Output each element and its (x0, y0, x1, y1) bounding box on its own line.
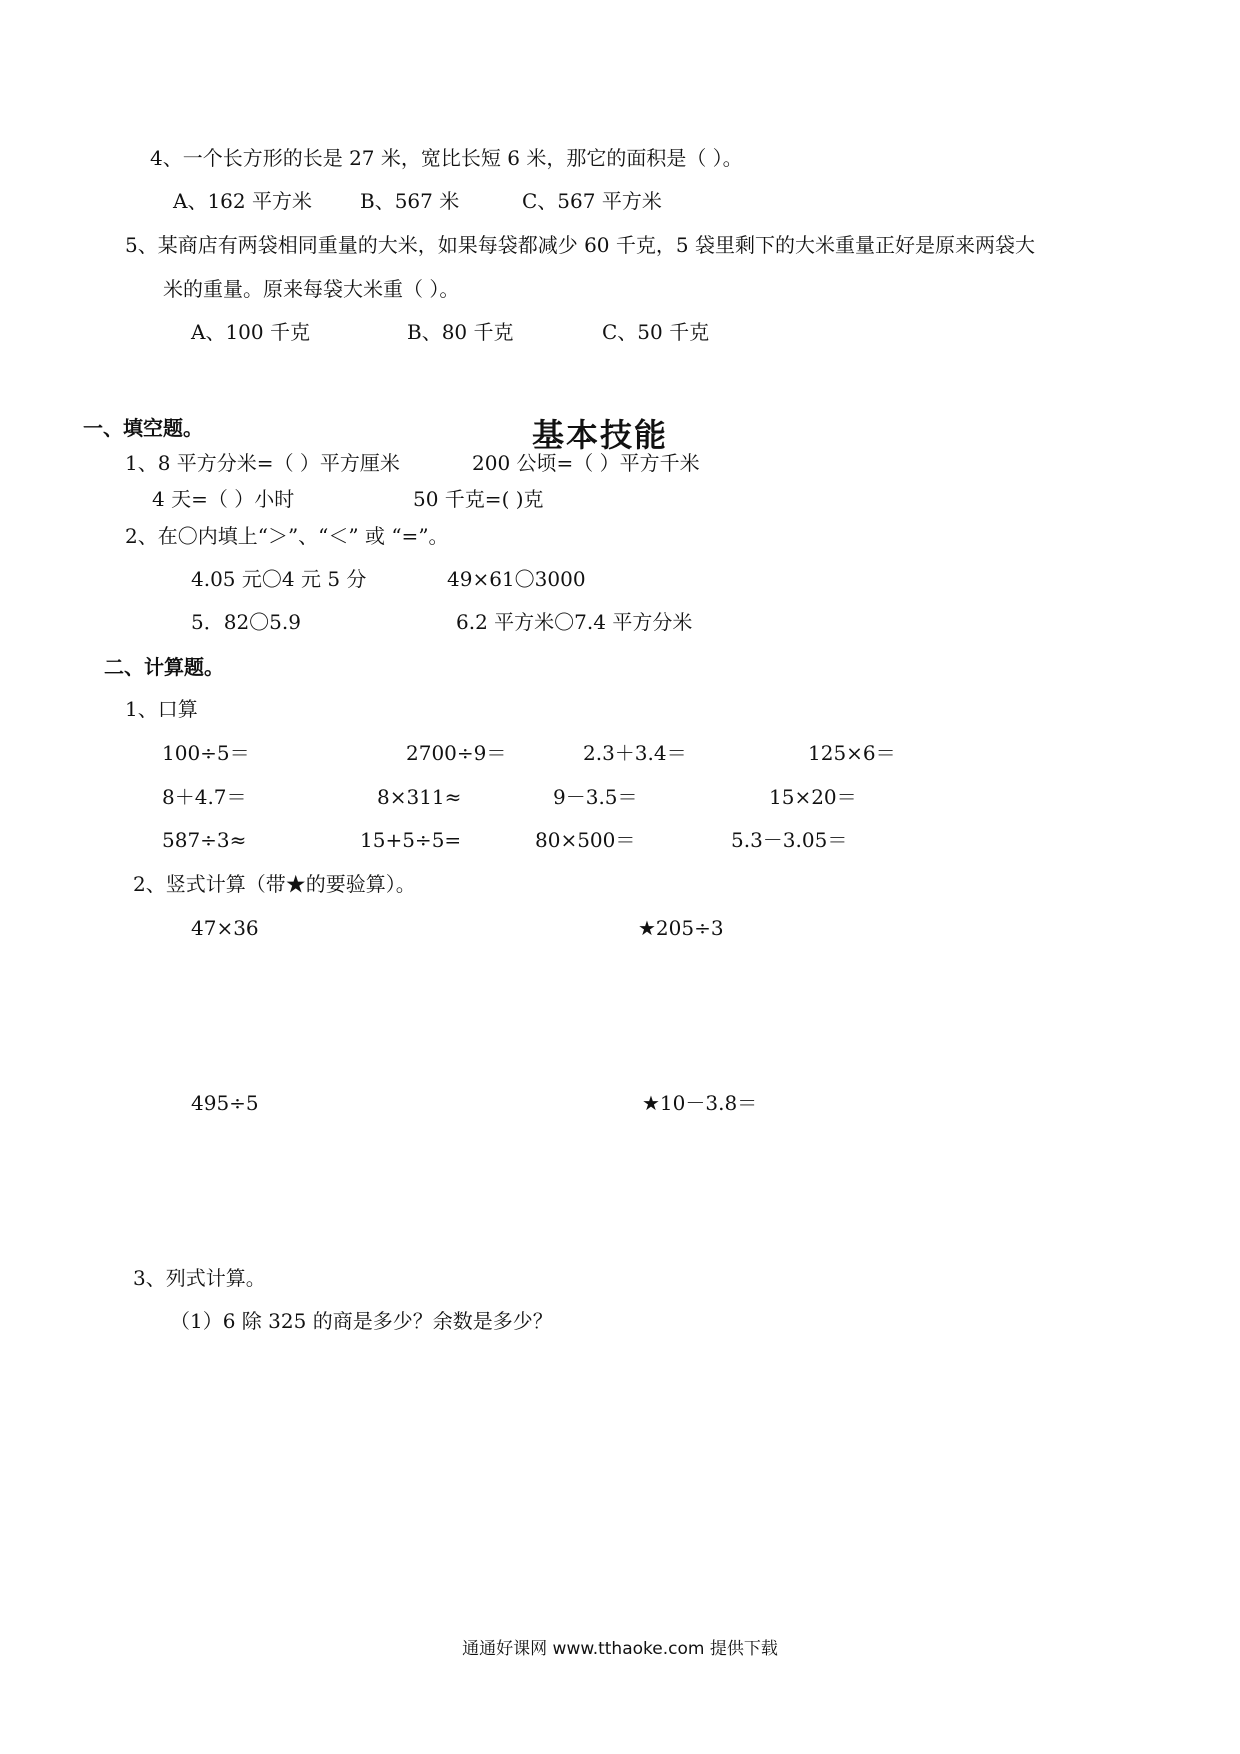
mental-math-item: 9－3.5＝ (553, 785, 638, 809)
mental-math-item: 15×20＝ (769, 785, 857, 809)
q4-option-a: A、162 平方米 (173, 189, 312, 213)
mental-math-item: 2.3＋3.4＝ (583, 741, 687, 765)
column-calc-item: ★205÷3 (638, 916, 724, 940)
fill-q1-item: 1、8 平方分米=（ ）平方厘米 (125, 451, 400, 475)
compare-item: 5．82〇5.9 (191, 610, 301, 634)
q4-stem: 4、一个长方形的长是 27 米，宽比长短 6 米，那它的面积是（ ）。 (150, 146, 743, 170)
column-calc-item: 495÷5 (191, 1091, 259, 1115)
page-footer: 通通好课网 www.tthaoke.com 提供下载 (462, 1639, 778, 1659)
mental-math-item: 587÷3≈ (162, 828, 247, 852)
mental-math-item: 2700÷9＝ (406, 741, 507, 765)
q4-option-c: C、567 平方米 (522, 189, 662, 213)
column-calc-item: ★10－3.8＝ (642, 1091, 758, 1115)
mental-math-item: 100÷5＝ (162, 741, 250, 765)
mental-math-item: 5.3－3.05＝ (731, 828, 848, 852)
mental-math-item: 8×311≈ (377, 785, 462, 809)
equation-calc-label: 3、列式计算。 (133, 1266, 266, 1290)
fill-blank-heading: 一、填空题。 (83, 416, 203, 440)
q4-option-b: B、567 米 (360, 189, 460, 213)
section-title: 基本技能 (531, 416, 668, 454)
fill-q1-item: 200 公顷=（ ）平方千米 (472, 451, 700, 475)
compare-item: 4.05 元〇4 元 5 分 (191, 567, 367, 591)
column-calc-item: 47×36 (191, 916, 259, 940)
q5-stem-line2: 米的重量。原来每袋大米重（ ）。 (163, 277, 460, 301)
compare-q2-stem: 2、在〇内填上“＞”、“＜” 或 “=”。 (125, 524, 449, 548)
q5-option-a: A、100 千克 (191, 320, 310, 344)
equation-calc-question: （1）6 除 325 的商是多少？余数是多少？ (170, 1309, 553, 1333)
fill-q1-item: 4 天=（ ）小时 (152, 487, 295, 511)
compare-item: 6.2 平方米〇7.4 平方分米 (456, 610, 693, 634)
mental-math-item: 15+5÷5= (360, 828, 462, 852)
calc-heading: 二、计算题。 (104, 655, 224, 679)
mental-math-item: 8＋4.7＝ (162, 785, 247, 809)
mental-math-item: 80×500＝ (535, 828, 636, 852)
q5-stem-line1: 5、某商店有两袋相同重量的大米，如果每袋都减少 60 千克，5 袋里剩下的大米重量正好是原来两袋大 (125, 233, 1035, 257)
fill-q1-item: 50 千克=( )克 (413, 487, 544, 511)
mental-math-label: 1、口算 (125, 697, 198, 721)
q5-option-c: C、50 千克 (602, 320, 710, 344)
compare-item: 49×61〇3000 (447, 567, 586, 591)
mental-math-item: 125×6＝ (808, 741, 896, 765)
column-calc-label: 2、竖式计算（带★的要验算）。 (133, 872, 416, 896)
q5-option-b: B、80 千克 (407, 320, 514, 344)
